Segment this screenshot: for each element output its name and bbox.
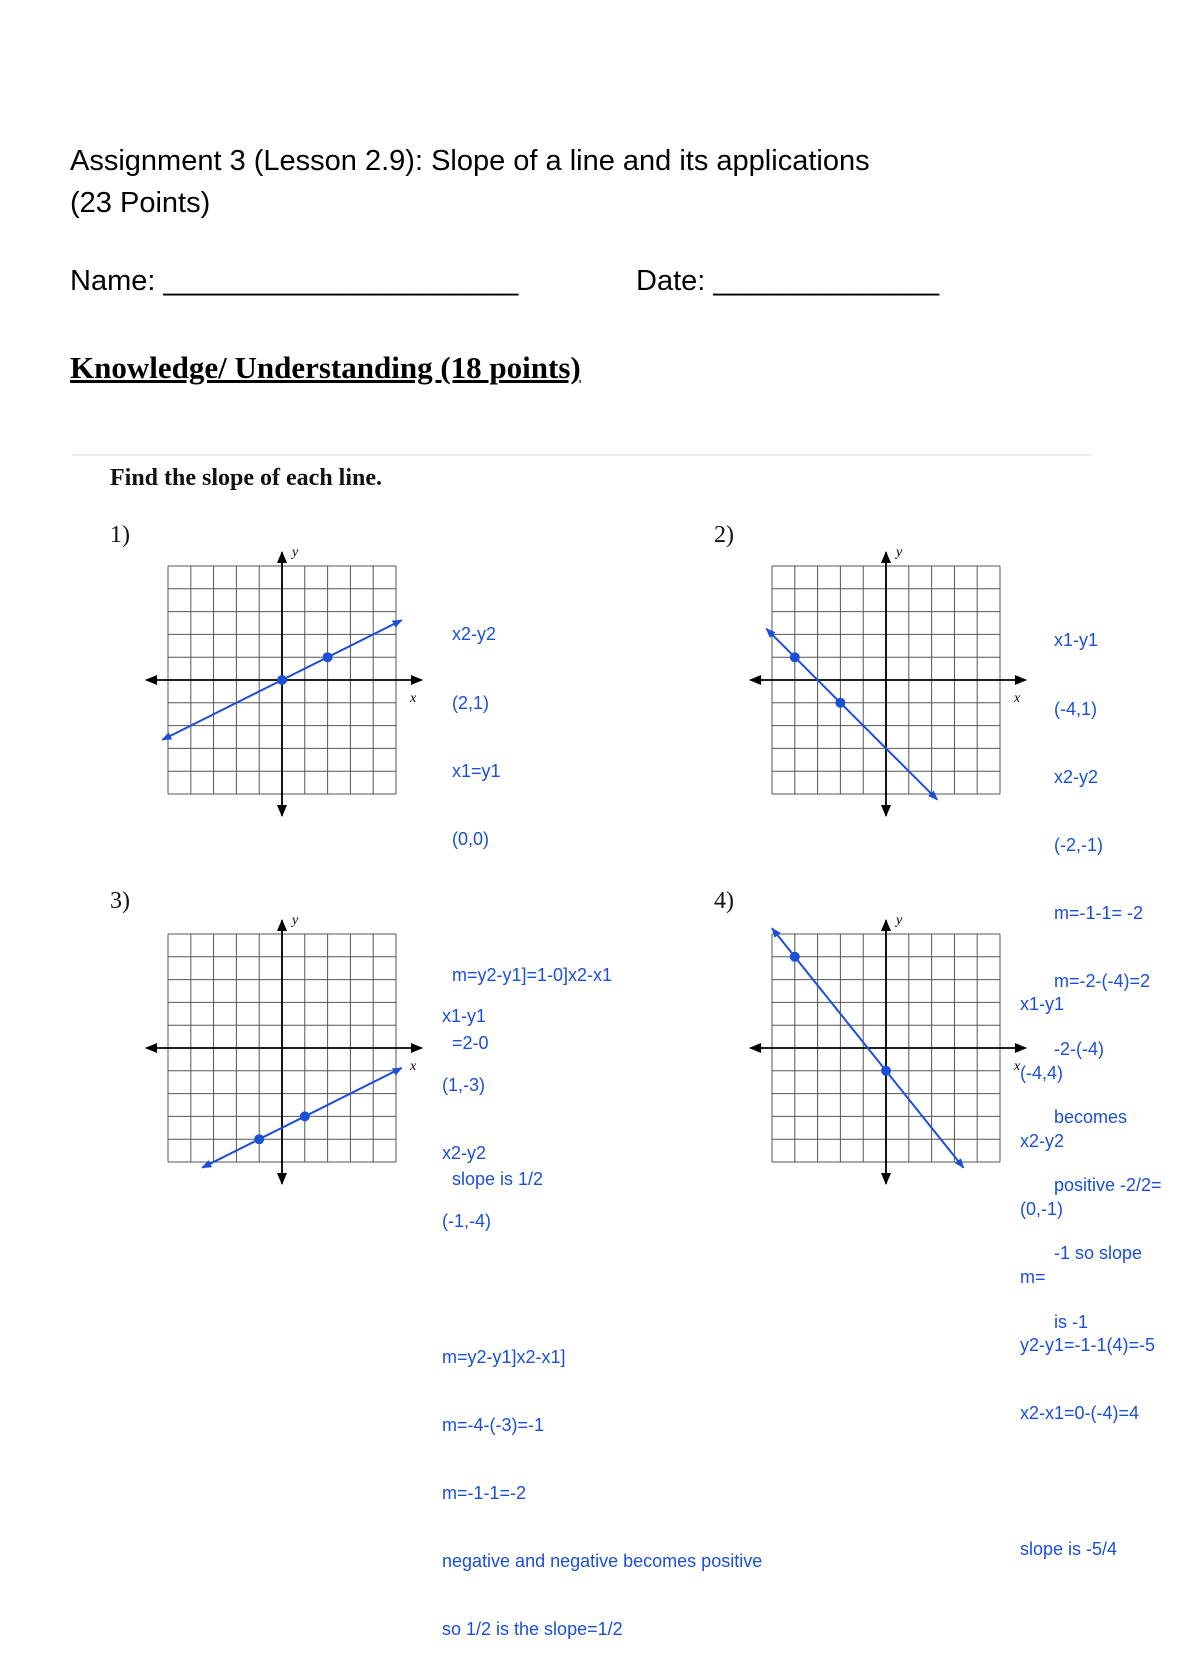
x-axis-label: x (1014, 1059, 1021, 1074)
plotted-point (881, 1066, 891, 1076)
note-line: (0,-1) (1020, 1198, 1064, 1219)
note-line: so 1/2 is the slope=1/2 (442, 1619, 623, 1640)
note-line: x1=y1 (452, 760, 501, 781)
note-line: is -1 (1054, 1311, 1089, 1332)
problem-1-number: 1) (110, 522, 130, 548)
problem-2-number: 2) (714, 522, 734, 548)
title-line-2: (23 Points) (70, 187, 211, 219)
x-axis-label: x (410, 1059, 417, 1074)
note-line: (-4,4) (1020, 1062, 1064, 1083)
note-line: -2-(-4) (1054, 1039, 1104, 1060)
note-line: x2-x1=0-(-4)=4 (1020, 1403, 1140, 1424)
y-axis-label: y (292, 545, 299, 560)
note-line: slope is -5/4 (1020, 1539, 1118, 1560)
note-line: -1 so slope (1054, 1243, 1143, 1264)
y-axis-label: y (896, 913, 903, 928)
note-line: m=-4-(-3)=-1 (442, 1415, 545, 1436)
note-line: positive -2/2= (1054, 1175, 1162, 1196)
title-line-1: Assignment 3 (Lesson 2.9): Slope of a line and its applications (70, 145, 870, 177)
problem-4-number: 4) (714, 888, 734, 914)
note-line: =2-0 (452, 1033, 489, 1054)
note-line: (2,1) (452, 692, 490, 713)
section-heading: Knowledge/ Understanding (18 points) (70, 350, 581, 385)
note-line: (-4,1) (1054, 698, 1098, 719)
note-line: y2-y1=-1-1(4)=-5 (1020, 1334, 1156, 1355)
graph-line-segment (772, 928, 868, 1048)
note-line: m=y2-y1]=1-0]x2-x1 (452, 964, 613, 985)
note-line: m=-1-1=-2 (442, 1483, 527, 1504)
worksheet-instruction: Find the slope of each line. (110, 465, 383, 491)
note-line: (0,0) (452, 828, 490, 849)
note-line: (1,-3) (442, 1074, 486, 1095)
note-line: (-2,-1) (1054, 834, 1103, 855)
y-axis-label: y (292, 913, 299, 928)
problem-4-notes (1020, 948, 1155, 1584)
note-line: x2-y2 (1054, 766, 1099, 787)
note-line: x2-y2 (452, 624, 497, 645)
note-line: slope is 1/2 (452, 1169, 544, 1190)
note-line: x2-y2 (442, 1142, 487, 1163)
graph-line-segment (868, 1048, 964, 1168)
note-line: x2-y2 (1020, 1130, 1065, 1151)
note-line: x1-y1 (1020, 994, 1065, 1015)
note-line: (-1,-4) (442, 1210, 491, 1231)
x-axis-label: x (410, 691, 417, 706)
x-axis-label: x (1014, 691, 1021, 706)
name-field[interactable]: Name: ______________________ (70, 265, 519, 297)
note-line: m=y2-y1]x2-x1] (442, 1346, 566, 1367)
plotted-point (790, 952, 800, 962)
note-line: m=-2-(-4)=2 (1054, 970, 1151, 991)
y-axis-label: y (896, 545, 903, 560)
date-field[interactable]: Date: ______________ (636, 265, 940, 297)
note-line: m= (1020, 1266, 1046, 1287)
problem-3-number: 3) (110, 888, 130, 914)
note-line: m=-1-1= -2 (1054, 902, 1144, 923)
note-line: becomes (1054, 1107, 1128, 1128)
note-line: negative and negative becomes positive (442, 1551, 763, 1572)
note-line: x1-y1 (1054, 630, 1099, 651)
note-line: x1-y1 (442, 1006, 487, 1027)
note-line (1020, 1470, 1155, 1493)
